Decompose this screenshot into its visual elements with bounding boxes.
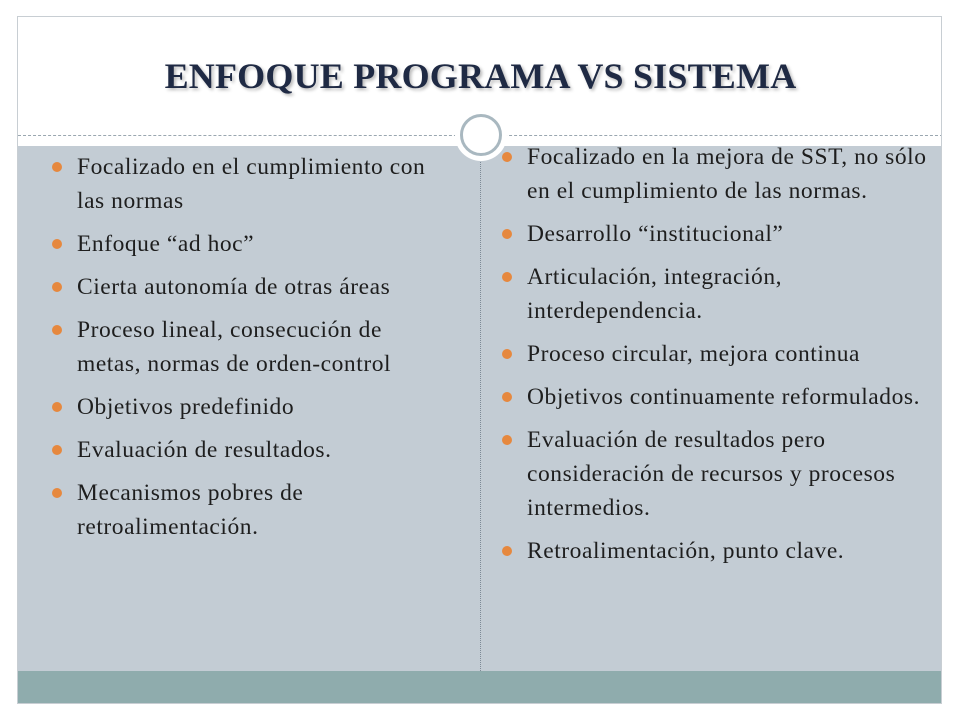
- column-divider: [480, 146, 481, 671]
- right-column-list: [500, 140, 940, 577]
- bullet-icon: [52, 162, 62, 172]
- list-item: [50, 227, 450, 261]
- list-item: [50, 150, 450, 218]
- bullet-icon: [52, 282, 62, 292]
- list-item-text: Focalizado en el cumplimiento con las normas: [77, 154, 426, 214]
- list-item: [500, 380, 940, 414]
- slide-title: ENFOQUE PROGRAMA VS SISTEMA: [164, 56, 797, 96]
- list-item: [50, 270, 450, 304]
- list-item-text: Articulación, integración, interdependencia.: [527, 264, 783, 324]
- list-item: [50, 433, 450, 467]
- list-item: [500, 140, 940, 208]
- footer-bar: [18, 671, 942, 704]
- list-item: [500, 260, 940, 328]
- list-item: [500, 337, 940, 371]
- list-item: [500, 534, 940, 568]
- list-item: [50, 476, 450, 544]
- bullet-icon: [502, 435, 512, 445]
- bullet-icon: [502, 152, 512, 162]
- list-item-text: Evaluación de resultados.: [77, 437, 332, 463]
- list-item: [500, 423, 940, 525]
- list-item-text: Evaluación de resultados pero consideración de recursos y procesos intermedios.: [527, 427, 896, 521]
- bullet-icon: [502, 349, 512, 359]
- bullet-icon: [52, 445, 62, 455]
- list-item-text: Mecanismos pobres de retroalimentación.: [77, 480, 304, 540]
- bullet-icon: [52, 402, 62, 412]
- bullet-icon: [52, 325, 62, 335]
- left-column-list: [50, 150, 450, 553]
- list-item: [50, 390, 450, 424]
- bullet-icon: [502, 392, 512, 402]
- bullet-icon: [502, 272, 512, 282]
- list-item-text: Desarrollo “institucional”: [527, 221, 784, 247]
- list-item-text: Focalizado en la mejora de SST, no sólo en el cumplimiento de las normas.: [527, 144, 927, 204]
- list-item-text: Proceso circular, mejora continua: [527, 341, 861, 367]
- bullet-icon: [52, 488, 62, 498]
- list-item-text: Retroalimentación, punto clave.: [527, 538, 845, 564]
- list-item-text: Enfoque “ad hoc”: [77, 231, 255, 257]
- list-item-text: Proceso lineal, consecución de metas, normas de orden-control: [77, 317, 392, 377]
- list-item-text: Cierta autonomía de otras áreas: [77, 274, 391, 300]
- slide-frame: [17, 16, 942, 704]
- bullet-icon: [52, 239, 62, 249]
- circle-ornament-ring: [460, 114, 502, 156]
- list-item-text: Objetivos predefinido: [77, 394, 295, 420]
- list-item-text: Objetivos continuamente reformulados.: [527, 384, 920, 410]
- bullet-icon: [502, 229, 512, 239]
- list-item: [50, 313, 450, 381]
- list-item: [500, 217, 940, 251]
- bullet-icon: [502, 546, 512, 556]
